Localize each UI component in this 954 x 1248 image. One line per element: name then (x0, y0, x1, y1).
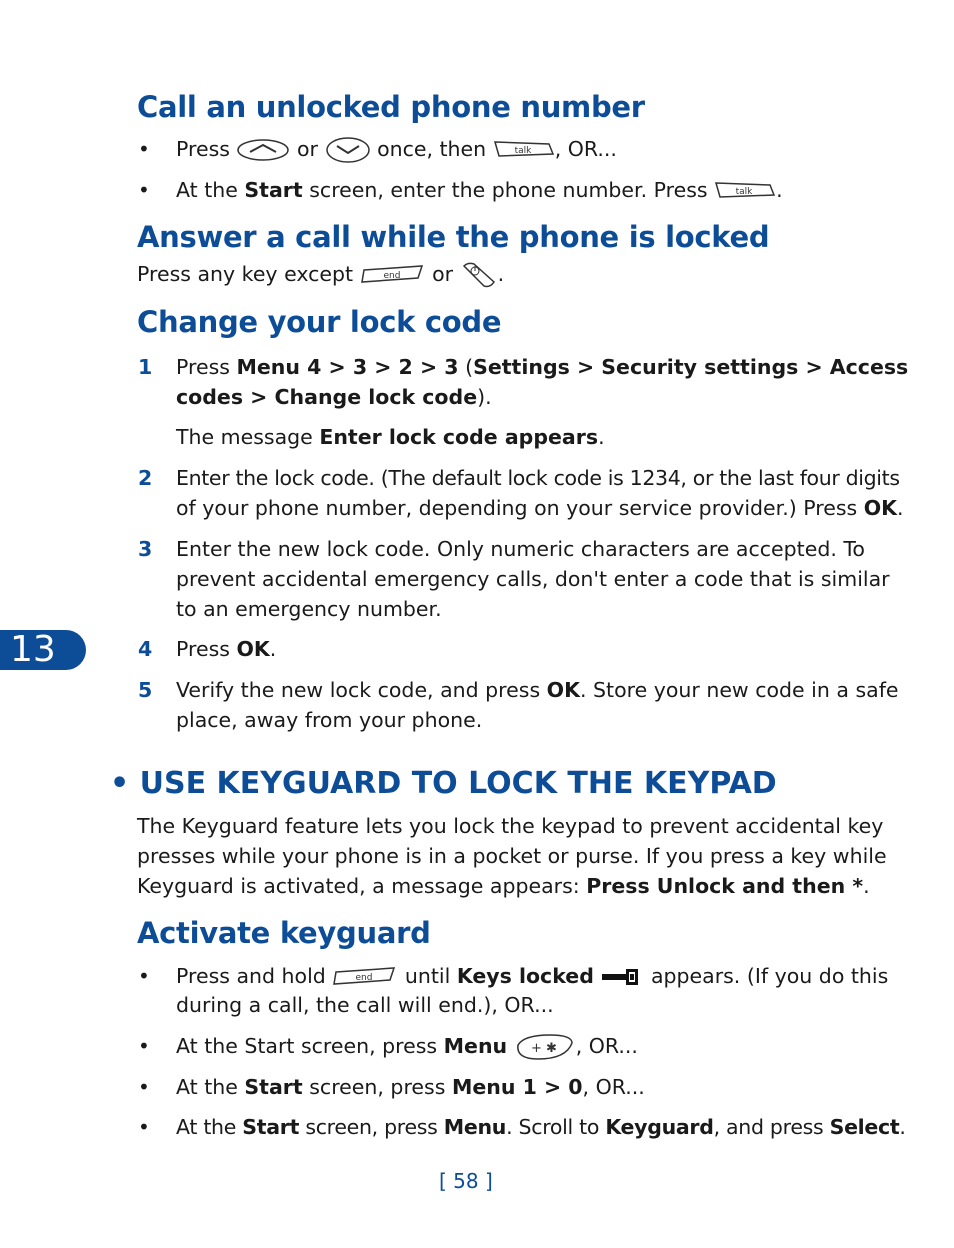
text: . (776, 178, 783, 202)
bullet-activate-1-line-2: during a call, the call will end.), OR... (176, 993, 554, 1017)
end-key-icon (360, 262, 426, 288)
svg-text:talk: talk (735, 187, 753, 197)
text: Press any key except (137, 262, 354, 286)
scroll-down-key-icon (325, 136, 371, 164)
text: screen, press (305, 1115, 438, 1139)
step-4-line-1 (176, 634, 276, 664)
text: Press and hold (176, 964, 326, 988)
text: At the (176, 178, 238, 202)
svg-text:end: end (383, 271, 401, 281)
text: . (497, 262, 505, 286)
text: . (863, 874, 870, 898)
step-number: 3 (138, 537, 153, 561)
text: Enter lock code appears (319, 425, 599, 449)
bullet-mark: • (138, 1034, 150, 1058)
text: . (899, 1115, 906, 1139)
text: Menu (443, 1115, 507, 1139)
page-number: [ 58 ] (439, 1169, 493, 1193)
text: , and press (713, 1115, 824, 1139)
step-number: 4 (138, 637, 153, 661)
step-5-line-2: place, away from your phone. (176, 708, 483, 732)
text: screen, enter the phone number. Press (309, 178, 708, 202)
step-number: 1 (138, 355, 153, 379)
step-1-line-1 (176, 352, 908, 382)
bullet-mark: • (138, 178, 150, 202)
text: Start (242, 1115, 300, 1139)
keyguard-para-line-1: The Keyguard feature lets you lock the keypad to prevent accidental key (137, 814, 884, 838)
text: OK (546, 678, 580, 702)
text: . (598, 425, 605, 449)
text: , OR... (582, 1075, 645, 1099)
text: Press (176, 355, 230, 379)
text: Menu 4 > 3 > 2 > 3 (236, 355, 459, 379)
text: Keyguard is activated, a message appears: (137, 874, 580, 898)
text: OK (863, 496, 898, 520)
step-1-message (176, 422, 605, 452)
text: Start (244, 1075, 303, 1099)
svg-text:end: end (355, 973, 373, 983)
bullet-mark: • (138, 964, 150, 988)
text: The message (176, 425, 313, 449)
text: . Store your new code in a safe (579, 678, 899, 702)
answer-locked-text (137, 259, 504, 290)
text: ). (477, 385, 492, 409)
text: . (897, 496, 904, 520)
text: of your phone number, depending on your service provider.) Press (176, 496, 858, 520)
text: or (297, 137, 318, 161)
text: Press Unlock and then * (586, 874, 864, 898)
step-2-line-2 (176, 493, 904, 523)
text: At the Start screen, press (176, 1034, 438, 1058)
bullet-activate-4 (176, 1112, 906, 1142)
menu-key-icon (514, 1031, 576, 1063)
svg-text:talk: talk (514, 146, 532, 156)
bullet-mark: • (138, 137, 150, 161)
heading-change-code: Change your lock code (137, 305, 502, 339)
step-number: 5 (138, 678, 153, 702)
bullet-mark: • (138, 1075, 150, 1099)
text: OK (236, 637, 270, 661)
bullet-call-1 (176, 134, 617, 164)
text: Menu (443, 1034, 508, 1058)
bullet-mark: • (138, 1115, 150, 1139)
text: . (269, 637, 277, 661)
end-key-icon (332, 964, 398, 990)
heading-activate-keyguard: Activate keyguard (137, 916, 431, 950)
bullet-activate-1-line-1 (176, 961, 888, 991)
text: Keys locked (456, 964, 594, 988)
chapter-tab: 13 (0, 630, 86, 670)
text: once, then (377, 137, 487, 161)
text: Settings > Security settings > Access (473, 355, 909, 379)
text: . Scroll to (506, 1115, 600, 1139)
keyguard-para-line-3 (137, 871, 870, 901)
text: At the (176, 1075, 238, 1099)
talk-key-icon (714, 179, 776, 203)
text: ( (465, 355, 474, 379)
svg-text:+ ✱: + ✱ (530, 1041, 557, 1056)
step-2-line-1: Enter the lock code. (The default lock code is 1234, or the last four digits (176, 466, 900, 490)
text: Press (176, 637, 230, 661)
text: , OR... (575, 1034, 638, 1058)
bullet-call-2 (176, 175, 783, 205)
heading-answer-locked: Answer a call while the phone is locked (137, 220, 770, 254)
text: Keyguard (605, 1115, 714, 1139)
text: At the (176, 1115, 237, 1139)
key-lock-icon (600, 966, 644, 988)
heading-call-unlocked: Call an unlocked phone number (137, 90, 645, 124)
step-3-line-1: Enter the new lock code. Only numeric characters are accepted. To (176, 537, 865, 561)
step-1-line-2 (176, 382, 492, 412)
text: Select (829, 1115, 900, 1139)
text: Menu 1 > 0 (451, 1075, 583, 1099)
step-3-line-3: to an emergency number. (176, 597, 442, 621)
keyguard-para-line-2: presses while your phone is in a pocket or purse. If you press a key while (137, 844, 887, 868)
text: , OR... (554, 137, 617, 161)
bullet-activate-3 (176, 1072, 645, 1102)
power-key-icon (460, 260, 498, 290)
talk-key-icon (493, 138, 555, 162)
bullet-activate-2 (176, 1031, 638, 1063)
text: codes > Change lock code (176, 385, 478, 409)
text: or (432, 262, 454, 286)
text: Press (176, 137, 230, 161)
text: until (404, 964, 451, 988)
heading-use-keyguard: • USE KEYGUARD TO LOCK THE KEYPAD (110, 766, 777, 801)
step-number: 2 (138, 466, 153, 490)
text: Verify the new lock code, and press (176, 678, 541, 702)
step-3-line-2: prevent accidental emergency calls, don't enter a code that is similar (176, 567, 890, 591)
step-5-line-1 (176, 675, 899, 705)
text: Start (244, 178, 303, 202)
text: appears. (If you do this (650, 964, 889, 988)
text: screen, press (309, 1075, 446, 1099)
scroll-up-key-icon (236, 138, 290, 162)
